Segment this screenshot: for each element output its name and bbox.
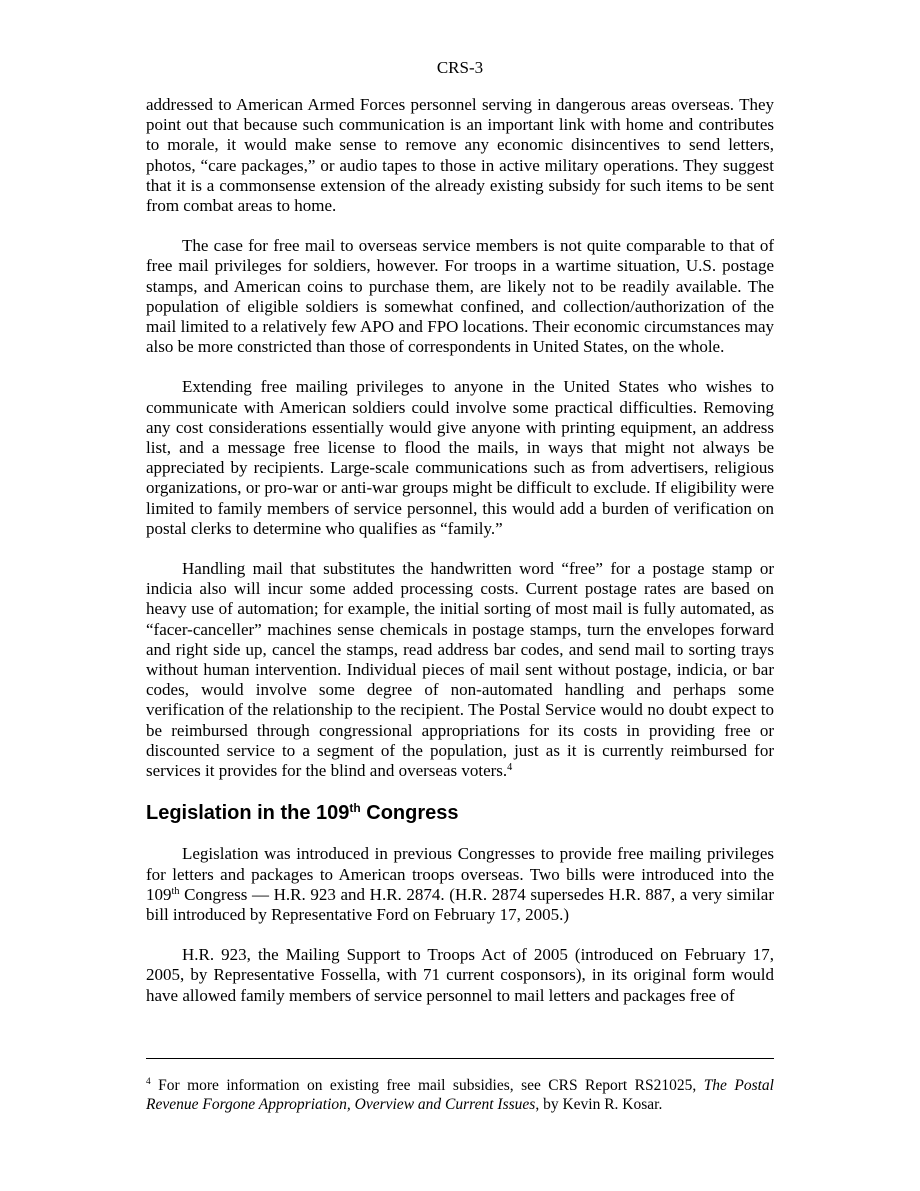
paragraph-legislation-intro-rest: Congress — H.R. 923 and H.R. 2874. (H.R. 2874 supersedes H.R. 887, a very similar bill introduced by Representative Ford on February 17, 2005.): [146, 884, 774, 924]
paragraph-processing-costs: [146, 559, 774, 781]
document-body: [146, 95, 774, 1026]
footnote-divider: [146, 1058, 774, 1059]
paragraph-processing-costs-text: Handling mail that substitutes the handwritten word “free” for a postage stamp or indicia also will incur some added processing costs. Current postage rates are based on heavy use of automation; for example, the initial sorting of most mail is fully automated, as “facer-canceller” machines sense chemicals in postage stamps, turn the envelopes forward and right side up, cancel the stamps, read address bar codes, and send mail to sorting trays without human intervention. Individual pieces of mail sent without postage, indicia, or bar codes, would involve some degree of non-automated handling and perhaps some verification of the relationship to the recipient. The Postal Service would no doubt expect to be reimbursed through congressional appropriations for its costs in providing free or discounted service to a segment of the population, just as it is currently reimbursed for services it provides for the blind and overseas voters.: [146, 559, 774, 781]
footnote-text: For more information on existing free mail subsidies, see CRS Report RS21025,: [150, 1077, 704, 1094]
footnote-number: 4: [146, 1077, 151, 1088]
paragraph-practical-difficulties: Extending free mailing privileges to anyone in the United States who wishes to communicate with American soldiers could involve some practical difficulties. Removing any cost considerations essentially would give anyone with printing equipment, an address list, and a message free license to flood the mails, in ways that might not always be appreciated by recipients. Large-scale communications such as from advertisers, religious organizations, or pro-war or anti-war groups might be difficult to exclude. If eligibility were limited to family members of service personnel, this would add a burden of verification on postal clerks to determine who qualifies as “family.”: [146, 377, 774, 538]
paragraph-legislation-superscript: th: [171, 885, 180, 897]
page-header: [0, 58, 920, 78]
footnote-report-title: The Postal Revenue Forgone Appropriation, Overview and Current Issues: [146, 1077, 774, 1113]
footnote-reference[interactable]: 4: [507, 761, 513, 773]
footnote-text-end: , by Kevin R. Kosar.: [535, 1096, 663, 1113]
section-heading-superscript: th: [349, 801, 361, 816]
paragraph-overseas-comparison: The case for free mail to overseas service members is not quite comparable to that of free mail privileges for soldiers, however. For troops in a wartime situation, U.S. postage stamps, and American coins to purchase them, are likely not to be readily available. The population of eligible soldiers is somewhat confined, and collection/authorization of the mail limited to a relatively few APO and FPO locations. Their economic circumstances may also be more constricted than those of correspondents in United States, on the whole.: [146, 236, 774, 357]
paragraph-continued: addressed to American Armed Forces personnel serving in dangerous areas overseas. They point out that because such communication is an important link with home and contributes to morale, it would make sense to remove any economic disincentives to send letters, photos, “care packages,” or audio tapes to those in active military operations. They suggest that it is a commonsense extension of the already existing subsidy for such items to be sent from combat areas to home.: [146, 95, 774, 216]
page-number: CRS-3: [436, 58, 484, 77]
section-heading-text: Legislation in the 109: [146, 802, 350, 825]
paragraph-legislation-intro-text: Legislation was introduced in previous Congresses to provide free mailing privileges for letters and packages to American troops overseas. Two bills were introduced into the 109: [146, 844, 774, 904]
section-heading: [146, 801, 774, 825]
footnote: [146, 1076, 774, 1114]
section-heading-suffix: Congress: [360, 802, 459, 825]
paragraph-legislation-intro: [146, 844, 774, 925]
paragraph-hr923: H.R. 923, the Mailing Support to Troops Act of 2005 (introduced on February 17, 2005, by Representative Fossella, with 71 current cosponsors), in its original form would have allowed family members of service personnel to mail letters and packages free of: [146, 945, 774, 1005]
